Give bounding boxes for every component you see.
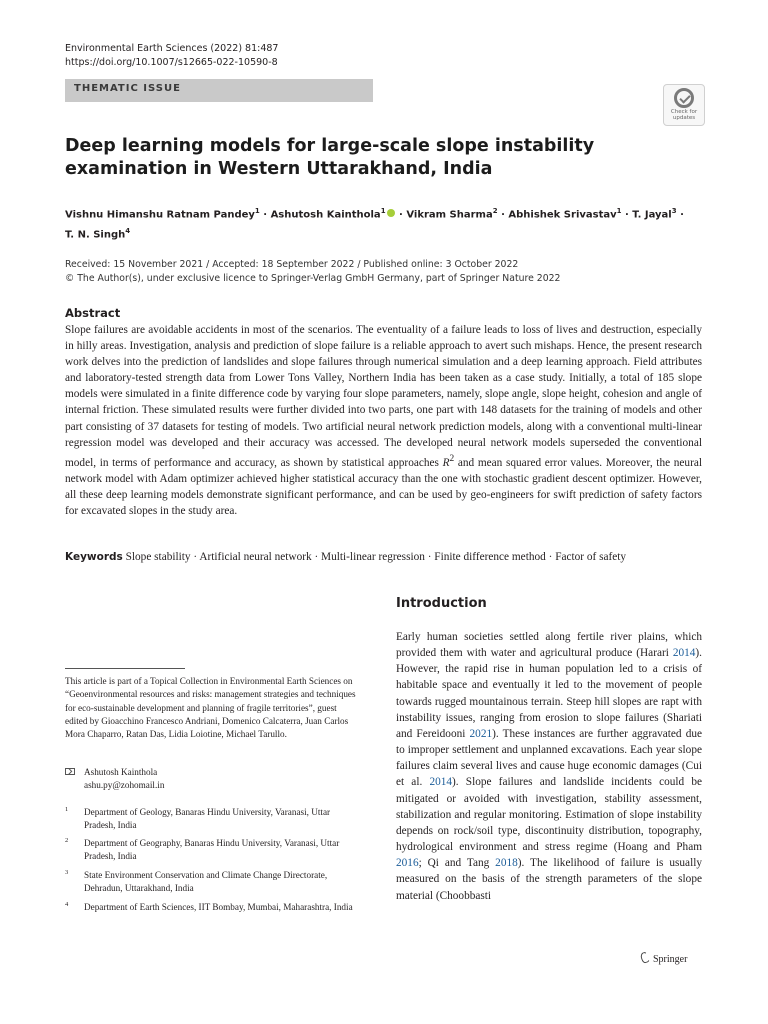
affiliation-number: 1 — [65, 806, 69, 813]
introduction-text-part: Early human societies settled along fertile river plains, which provided them with water and agricultural produce (Harari — [396, 631, 702, 660]
abstract-text-part: and mean squared error values. Moreover, the neural network model with Adam optimizer achieved higher statistical accuracy than the one with stochastic gradient descent optimizer. However, all these deep learning models demonstrate significant performance, and can be used by geo-engineers for swift prediction of safety factors for excavated slopes in the study area. — [65, 456, 702, 517]
abstract-body — [65, 322, 702, 519]
envelope-icon — [65, 768, 75, 775]
introduction-text-part: ; Qi and Tang — [418, 857, 496, 870]
copyright-notice: © The Author(s), under exclusive licence to Springer-Verlag GmbH Germany, part of Springer Nature 2022 — [65, 273, 561, 284]
introduction-text-part: ). These instances are further aggravated due to improper settlement and unplanned excavations. Each year slope failures claim several lives and cause huge economic damages (Cui et al. — [396, 727, 702, 789]
abstract-heading: Abstract — [65, 306, 121, 320]
introduction-heading: Introduction — [396, 596, 487, 611]
section-label: THEMATIC ISSUE — [74, 83, 181, 94]
corresponding-author-name: Ashutosh Kainthola — [84, 767, 158, 777]
keywords-label: Keywords — [65, 551, 123, 563]
publisher-logo — [640, 952, 687, 965]
affiliation-text: Department of Earth Sciences, IIT Bombay, Mumbai, Maharashtra, India — [84, 902, 353, 912]
affiliation-number: 3 — [65, 869, 69, 876]
footnote-divider — [65, 668, 185, 669]
author-name[interactable]: T. N. Singh — [65, 229, 126, 241]
journal-reference: Environmental Earth Sciences (2022) 81:487 — [65, 43, 279, 54]
author-name[interactable]: Ashutosh Kainthola — [270, 209, 381, 221]
check-updates-icon — [674, 88, 694, 108]
author-name[interactable]: Vikram Sharma — [406, 209, 493, 221]
doi-link[interactable]: https://doi.org/10.1007/s12665-022-10590-8 — [65, 57, 278, 68]
r-squared-exponent: 2 — [449, 453, 455, 464]
orcid-icon[interactable] — [387, 209, 395, 217]
citation-link[interactable]: 2014 — [429, 776, 453, 789]
introduction-body — [396, 629, 702, 904]
author-name[interactable]: T. Jayal — [632, 209, 672, 221]
introduction-text-part: ). Slope failures and landslide incidents could be mitigated or avoided with investigation, stability assessment, stabilization and regular monitoring. Estimation of slope instability depends on rock/soil type, discontinuity distribution, topography, hydrological environment and stress regime (Hoang and Pham — [396, 776, 702, 854]
author-affil-sup: 3 — [671, 207, 677, 215]
keywords-text: Slope stability · Artificial neural network · Multi-linear regression · Finite difference method · Factor of safety — [125, 551, 627, 563]
r-squared-symbol: R — [442, 456, 450, 469]
citation-link[interactable]: 2018 — [495, 857, 518, 870]
publication-dates: Received: 15 November 2021 / Accepted: 18 September 2022 / Published online: 3 October 2022 — [65, 259, 519, 270]
introduction-text-part: ). However, the rapid rise in human population led to a crisis of habitable space and eventually it led to the movement of people towards rugged mountainous terrain. Steep hill slopes are rapt with instability issues, ranging from erosion to slope failures (Shariati and Fereidooni — [396, 647, 702, 740]
publisher-name: Springer — [653, 954, 688, 965]
citation-link[interactable]: 2014 — [672, 647, 696, 660]
keywords-line — [65, 549, 705, 565]
citation-link[interactable]: 2016 — [396, 857, 419, 870]
author-affil-sup: 1 — [616, 207, 622, 215]
author-name[interactable]: Vishnu Himanshu Ratnam Pandey — [65, 209, 255, 221]
corresponding-author-email[interactable]: ashu.py@zohomail.in — [84, 780, 165, 790]
topical-collection-note: This article is part of a Topical Collection in Environmental Earth Sciences on “Geoenvironmental resources and risks: management strategies and techniques for eco-sustainable development and planning of fragile territories”, guest edited by Gioacchino Francesco Andriani, Domenico Calcaterra, Juan Carlos Mora Chaparro, Ratan Das, Lidia Loiotine, Michael Tarullo. — [65, 676, 356, 740]
affiliation-text: Department of Geology, Banaras Hindu University, Varanasi, Uttar Pradesh, India — [84, 807, 331, 831]
section-label-bar — [65, 79, 373, 102]
author-affil-sup: 2 — [492, 207, 498, 215]
author-affil-sup: 4 — [125, 227, 131, 236]
check-updates-label: Check for updates — [670, 109, 698, 121]
abstract-text-part: Slope failures are avoidable accidents in most of the scenarios. The eventuality of a failure leads to loss of lives and destruction, especially in hilly areas. Investigation, analysis and prediction of slope failure is a reliable approach to avert such mishaps. Hence, the present research work delves into the prediction of landslides and slope failures through numerical simulation and a deep learning approach. Field attributes and laboratory-tested strength data from Lower Tons Valley, Northern India has been taken as a case study. Initially, a total of 185 slope models were simulated in a finite difference code by varying four slope parameters, namely, slope angle, slope height, cohesion and angle of internal friction. These simulated results were further divided into two parts, one part with 148 datasets for the training of models and other part consisting of 37 datasets for testing of models. Two artificial neural network prediction models, along with a conventional multi-linear regression model was developed and their accuracy was accessed. The developed neural network models superseded the conventional model, in terms of performance and accuracy, as shown by statistical approaches — [65, 324, 702, 469]
citation-link[interactable]: 2021 — [469, 727, 493, 740]
affiliation-number: 2 — [65, 837, 69, 844]
author-affil-sup: 1 — [380, 207, 386, 215]
author-affil-sup: 1 — [254, 207, 260, 215]
author-name[interactable]: Abhishek Srivastav — [508, 209, 617, 221]
affiliation-text: Department of Geography, Banaras Hindu University, Varanasi, Uttar Pradesh, India — [84, 838, 340, 862]
check-for-updates-badge[interactable] — [663, 84, 705, 126]
affiliation-number: 4 — [65, 901, 69, 908]
introduction-text-part: ). The likelihood of failure is usually measured on the basis of the strength parameters of the slope material (Choobbasti — [396, 857, 702, 902]
article-title: Deep learning models for large-scale slope instability examination in Western Uttarakhand, India — [65, 136, 595, 179]
author-list: Vishnu Himanshu Ratnam Pandey$^1$ · Ashutosh Kainthola$^1$ · Vikram Sharma$^2$ · Abhishek Srivastav$^1$ · T. Jayal$^3$ · T. N. Singh$^4$ — [65, 207, 684, 241]
affiliation-text: State Environment Conservation and Climate Change Directorate, Dehradun, Uttarakhand, India — [84, 870, 328, 894]
springer-horse-icon — [640, 952, 650, 963]
